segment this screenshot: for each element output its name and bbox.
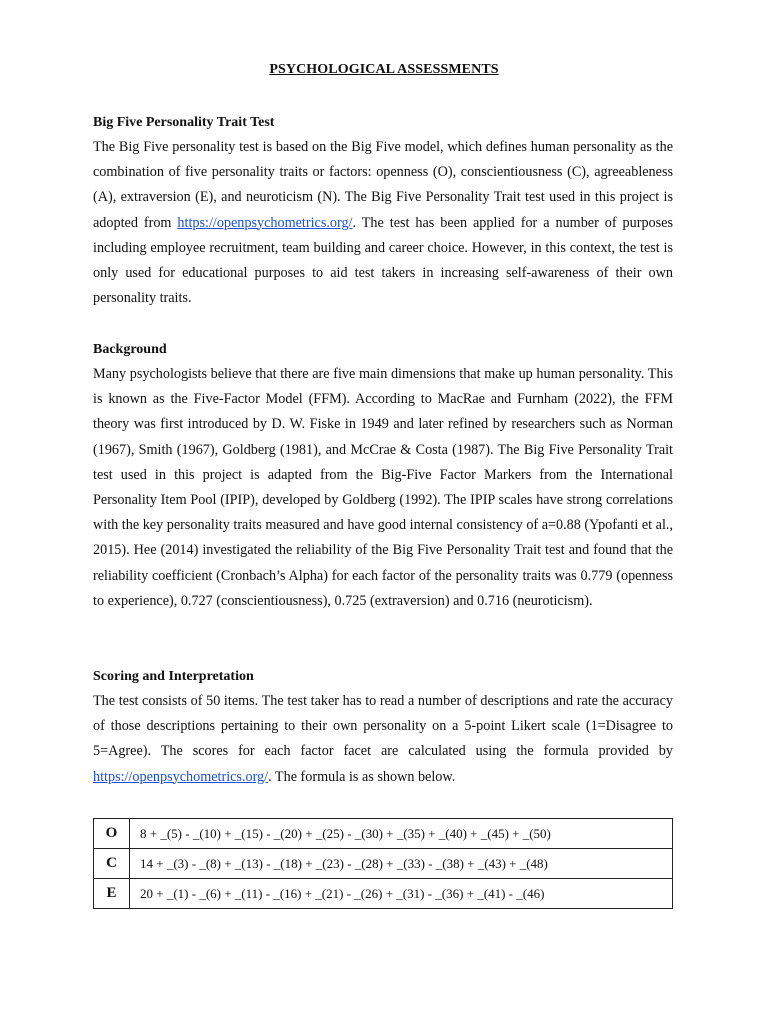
section-heading-scoring: Scoring and Interpretation: [93, 669, 254, 684]
document-title: PSYCHOLOGICAL ASSESSMENTS: [269, 62, 499, 77]
factor-formula: 8 + _(5) - _(10) + _(15) - _(20) + _(25) - _(30) + _(35) + _(40) + _(45) + _(50): [130, 819, 673, 849]
factor-formula: 14 + _(3) - _(8) + _(13) - _(18) + _(23) - _(28) + _(33) - _(38) + _(43) + _(48): [130, 849, 673, 879]
paragraph-background: Many psychologists believe that there are five main dimensions that make up human personality. This is known as the Five-Factor Model (FFM). According to MacRae and Furnham (2022), the FFM theory was first introduced by D. W. Fiske in 1949 and later refined by researchers such as Norman (1967), Smith (1967), Goldberg (1981), and McCrae & Costa (1987). The Big Five Personality Trait test used in this project is adapted from the Big-Five Factor Markers from the International Personality Item Pool (IPIP), developed by Goldberg (1992). The IPIP scales have strong correlations with the key personality traits measured and have good internal consistency of a=0.88 (Ypofanti et al., 2015). Hee (2014) investigated the reliability of the Big Five Personality Trait test and found that the reliability coefficient (Cronbach’s Alpha) for each factor of the personality traits was 0.779 (openness to experience), 0.727 (conscientiousness), 0.725 (extraversion) and 0.716 (neuroticism).: [93, 366, 673, 609]
table-row: [94, 819, 673, 849]
paragraph-big-five: [93, 135, 673, 311]
factor-formula: 20 + _(1) - _(6) + _(11) - _(16) + _(21) - _(26) + _(31) - _(36) + _(41) - _(46): [130, 879, 673, 909]
openpsychometrics-link[interactable]: https://openpsychometrics.org/: [177, 214, 353, 231]
section-heading-big-five: Big Five Personality Trait Test: [93, 115, 275, 130]
openpsychometrics-link[interactable]: https://openpsychometrics.org/: [93, 768, 269, 785]
paragraph-scoring: [93, 689, 673, 790]
paragraph-text: The test consists of 50 items. The test taker has to read a number of descriptions and rate the accuracy of those descriptions pertaining to their own personality on a 5-point Likert scale (1=Disagree to 5=Agree). The scores for each factor facet are calculated using the formula provided by: [93, 693, 673, 760]
table-row: [94, 849, 673, 879]
factor-label: E: [94, 879, 130, 909]
paragraph-text: The Big Five personality test is based on the Big Five model, which defines human personality as the combination of five personality traits or factors: openness (O), conscientiousness (C), agreeableness (A), extraversion (E), and neuroticism (N). The Big Five Personality Trait test used in this project is adopted from: [93, 139, 673, 231]
factor-label: C: [94, 849, 130, 879]
table-row: [94, 879, 673, 909]
scoring-formula-table: [93, 818, 673, 909]
section-heading-background: Background: [93, 342, 167, 357]
paragraph-text: . The formula is as shown below.: [268, 768, 456, 785]
paragraph-text: . The test has been applied for a number of purposes including employee recruitment, team building and career choice. However, in this context, the test is only used for educational purposes to aid test takers in increasing self-awareness of their own personality traits.: [93, 214, 673, 307]
factor-label: O: [94, 819, 130, 849]
